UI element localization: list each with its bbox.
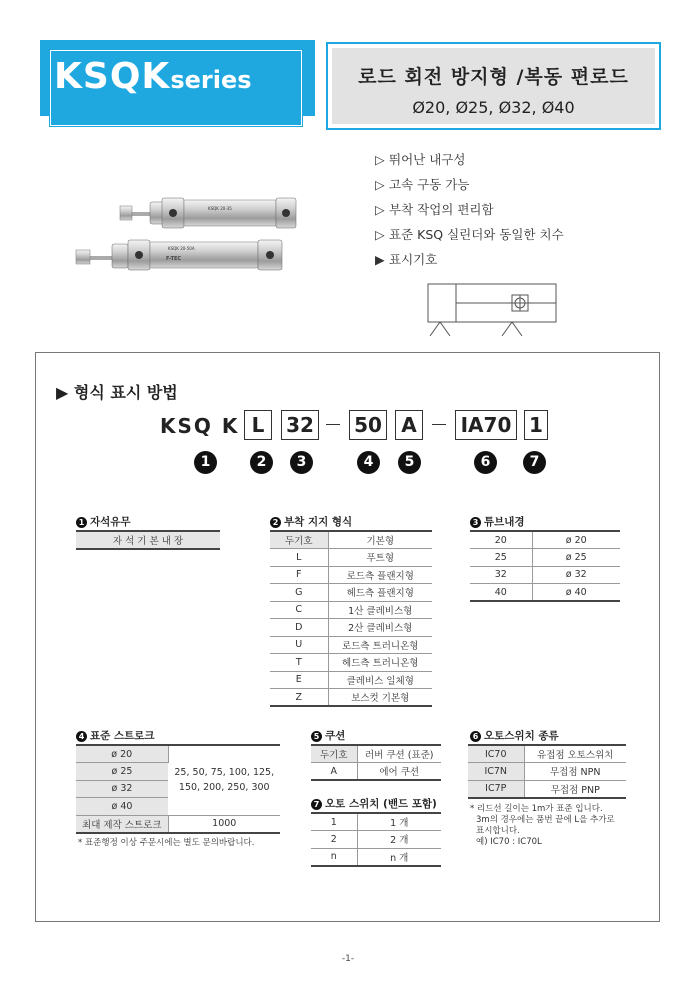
stroke-values — [168, 745, 280, 815]
table-row — [470, 531, 620, 549]
table-cell: ø 20 — [76, 745, 168, 763]
table-cell: C — [270, 601, 328, 619]
table-row — [76, 531, 220, 549]
table-cell: ø 40 — [532, 584, 620, 602]
callout-7: 7 — [523, 451, 546, 474]
feature-3 — [375, 200, 494, 218]
table-row — [311, 813, 441, 831]
table-cell: T — [270, 654, 328, 672]
cushion-num: 5 — [311, 731, 322, 742]
feature-5 — [375, 250, 437, 268]
table-row — [468, 780, 626, 798]
cylinder-symbol — [420, 280, 560, 340]
table-cell: ø 32 — [76, 780, 168, 798]
feature-text: 뛰어난 내구성 — [389, 152, 466, 167]
table-cell: ø 40 — [76, 798, 168, 816]
table-row — [270, 689, 432, 707]
table-row — [76, 745, 280, 763]
title-inner — [332, 48, 655, 124]
switch-type-table — [468, 744, 626, 799]
stroke-num: 4 — [76, 731, 87, 742]
feature-marker: ▷ — [375, 177, 385, 192]
table-cell: ø 20 — [532, 531, 620, 549]
stroke-table — [76, 744, 280, 834]
table-cell: A — [311, 763, 357, 781]
table-cell: IC70 — [468, 745, 524, 763]
logo-main: KSQK — [54, 56, 171, 97]
stroke-title-text: 표준 스트로크 — [90, 730, 155, 742]
code-stroke: 50 — [349, 410, 387, 440]
code-count: 1 — [524, 410, 548, 440]
table-row — [470, 566, 620, 584]
table-cell: 20 — [470, 531, 532, 549]
feature-text: 표준 KSQ 실린더와 동일한 치수 — [389, 227, 564, 242]
table-cell: ø 25 — [532, 549, 620, 567]
table-cell: 2 개 — [357, 831, 441, 849]
switch-note-line: 3m의 경우에는 품번 끝에 L을 추가로 — [476, 815, 615, 825]
feature-4 — [375, 225, 564, 243]
table-cell: 에어 쿠션 — [357, 763, 441, 781]
table-cell: 무접점 NPN — [524, 763, 626, 781]
callout-5: 5 — [398, 451, 421, 474]
table-cell: ø 32 — [532, 566, 620, 584]
table-cell: 1000 — [168, 815, 280, 833]
table-cell: 기본형 — [328, 531, 432, 549]
table-row — [270, 601, 432, 619]
table-cell: 1산 클레비스형 — [328, 601, 432, 619]
magnet-num: 1 — [76, 517, 87, 528]
table-cell: D — [270, 619, 328, 637]
cylinder-bottom — [76, 240, 282, 270]
table-cell: 40 — [470, 584, 532, 602]
bore-table — [470, 530, 620, 602]
feature-text: 부착 작업의 편리함 — [389, 202, 494, 217]
table-cell: F — [270, 566, 328, 584]
bore-title-text: 튜브내경 — [484, 516, 525, 528]
table-row — [270, 654, 432, 672]
table-cell: 보스컷 기본형 — [328, 689, 432, 707]
mounting-num: 2 — [270, 517, 281, 528]
table-row — [270, 549, 432, 567]
switch-count-title — [311, 796, 437, 811]
table-cell: 2 — [311, 831, 357, 849]
table-cell: ø 25 — [76, 763, 168, 781]
stroke-line-2: 150, 200, 250, 300 — [178, 782, 270, 794]
table-cell: E — [270, 671, 328, 689]
table-cell: U — [270, 636, 328, 654]
table-row — [270, 619, 432, 637]
stroke-note: * 표준행정 이상 주문시에는 별도 문의바랍니다. — [78, 838, 255, 848]
cushion-table — [311, 744, 441, 781]
table-row — [270, 531, 432, 549]
bore-num: 3 — [470, 517, 481, 528]
table-cell: 헤드측 트러니온형 — [328, 654, 432, 672]
cylinder-top — [120, 198, 296, 228]
table-cell: 로드측 트러니온형 — [328, 636, 432, 654]
callout-6: 6 — [474, 451, 497, 474]
model-prefix: KSQ K — [160, 414, 240, 438]
code-mounting: L — [244, 410, 272, 440]
switch-type-title-text: 오토스위치 종류 — [484, 730, 559, 742]
table-cell: 두기호 — [270, 531, 328, 549]
mounting-table — [270, 530, 432, 707]
table-cell: G — [270, 584, 328, 602]
switch-note-line: * 리드선 길이는 1m가 표준 입니다. — [470, 804, 603, 814]
table-row — [270, 584, 432, 602]
table-row — [311, 848, 441, 866]
feature-marker: ▷ — [375, 227, 385, 242]
table-cell: 무접점 PNP — [524, 780, 626, 798]
switch-count-title-text: 오토 스위치 (밴드 포함) — [325, 798, 437, 810]
table-cell: 자 석 기 본 내 장 — [76, 531, 220, 549]
table-cell: IC7P — [468, 780, 524, 798]
code-dash — [326, 424, 340, 425]
bore-title — [470, 514, 525, 529]
switch-note — [470, 804, 615, 848]
table-cell: 두기호 — [311, 745, 357, 763]
callout-4: 4 — [357, 451, 380, 474]
series-logo — [54, 56, 252, 97]
code-cushion: A — [395, 410, 423, 440]
product-sizes: Ø20, Ø25, Ø32, Ø40 — [412, 98, 575, 117]
logo-suffix: series — [170, 66, 252, 94]
table-row — [468, 763, 626, 781]
page-number: -1- — [341, 954, 355, 964]
table-cell: 로드측 플랜지형 — [328, 566, 432, 584]
table-row — [270, 566, 432, 584]
callout-3: 3 — [290, 451, 313, 474]
feature-marker: ▷ — [375, 152, 385, 167]
table-cell: 1 개 — [357, 813, 441, 831]
table-cell: 1 — [311, 813, 357, 831]
photo-brand: F-TEC — [166, 256, 182, 262]
switch-count-num: 7 — [311, 799, 322, 810]
feature-1 — [375, 150, 465, 168]
code-switch: IA70 — [455, 410, 517, 440]
switch-note-line: 표시합니다. — [476, 826, 520, 836]
switch-note-line: 예) IC70 : IC70L — [476, 837, 542, 847]
callout-1: 1 — [194, 451, 217, 474]
table-cell: 러버 쿠션 (표준) — [357, 745, 441, 763]
table-row — [311, 831, 441, 849]
feature-marker: ▷ — [375, 202, 385, 217]
table-row — [468, 745, 626, 763]
table-row — [311, 763, 441, 781]
table-row — [470, 584, 620, 602]
table-row — [76, 815, 280, 833]
table-cell: 32 — [470, 566, 532, 584]
switch-count-table — [311, 812, 441, 867]
table-cell: 푸트형 — [328, 549, 432, 567]
cushion-title — [311, 728, 345, 743]
stroke-line-1: 25, 50, 75, 100, 125, — [174, 767, 275, 779]
table-row — [470, 549, 620, 567]
table-row — [270, 671, 432, 689]
code-dash — [432, 424, 446, 425]
table-cell: L — [270, 549, 328, 567]
magnet-title-text: 자석유무 — [90, 516, 131, 528]
table-cell: 헤드측 플랜지형 — [328, 584, 432, 602]
table-cell: Z — [270, 689, 328, 707]
table-cell: 최대 제작 스트로크 — [76, 815, 168, 833]
table-cell: n — [311, 848, 357, 866]
table-row — [311, 745, 441, 763]
photo-label-top: KSQK 20-35 — [208, 206, 232, 211]
product-photo — [58, 180, 318, 290]
mounting-title — [270, 514, 352, 529]
feature-text: 표시기호 — [389, 252, 438, 267]
photo-label-bottom: KSQK 20-50A — [168, 246, 195, 251]
callout-2: 2 — [250, 451, 273, 474]
table-cell: 25 — [470, 549, 532, 567]
feature-2 — [375, 175, 469, 193]
code-bore: 32 — [281, 410, 319, 440]
switch-type-title — [470, 728, 559, 743]
switch-type-num: 6 — [470, 731, 481, 742]
section-title: ▶ 형식 표시 방법 — [56, 383, 178, 402]
table-cell: 2산 클레비스형 — [328, 619, 432, 637]
table-row — [270, 636, 432, 654]
mounting-title-text: 부착 지지 형식 — [284, 516, 353, 528]
table-cell: 유접점 오토스위치 — [524, 745, 626, 763]
magnet-title — [76, 514, 131, 529]
cushion-title-text: 쿠션 — [325, 730, 346, 742]
magnet-table — [76, 530, 220, 550]
feature-marker: ▶ — [375, 252, 385, 267]
table-cell: 클레비스 일체형 — [328, 671, 432, 689]
table-cell: IC7N — [468, 763, 524, 781]
product-title: 로드 회전 방지형 /복동 편로드 — [358, 66, 629, 88]
table-cell: n 개 — [357, 848, 441, 866]
title-box — [326, 42, 661, 130]
feature-text: 고속 구동 가능 — [389, 177, 470, 192]
stroke-title — [76, 728, 155, 743]
